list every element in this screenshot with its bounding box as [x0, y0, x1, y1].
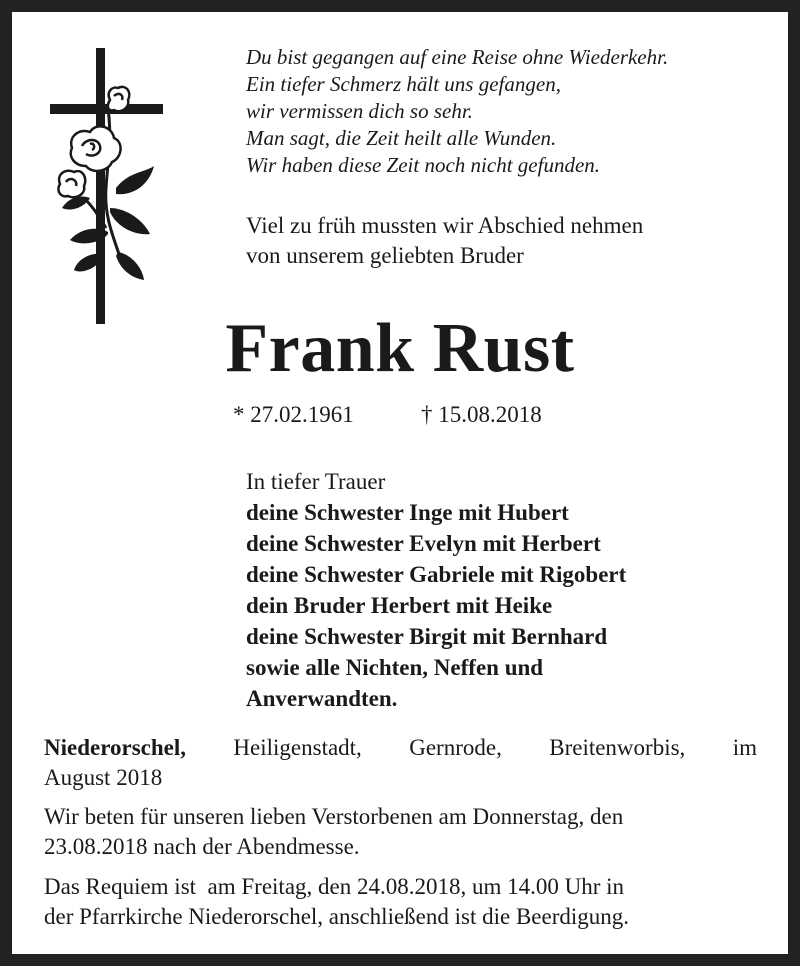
place-word: Gernrode,: [409, 735, 502, 760]
mourner-line: Anverwandten.: [246, 686, 398, 711]
birth-date: * 27.02.1961: [233, 402, 354, 427]
mourner-line: dein Bruder Herbert mit Heike: [246, 593, 553, 618]
service-line: Wir beten für unseren lieben Verstorbenen am Donnerstag, den: [44, 804, 624, 829]
poem-line: wir vermissen dich so sehr.: [246, 99, 473, 123]
poem: [246, 44, 668, 179]
mourner-line: deine Schwester Evelyn mit Herbert: [246, 531, 601, 556]
mourner-line: deine Schwester Inge mit Hubert: [246, 500, 569, 525]
requiem-paragraph: [44, 872, 757, 932]
service-line: 23.08.2018 nach der Abendmesse.: [44, 834, 360, 859]
place-word: Heiligenstadt,: [233, 735, 362, 760]
poem-line: Du bist gegangen auf eine Reise ohne Wiederkehr.: [246, 45, 669, 69]
intro-text: [246, 211, 643, 271]
requiem-line: der Pfarrkirche Niederorschel, anschließend ist die Beerdigung.: [44, 904, 630, 929]
mourning-lead: In tiefer Trauer: [246, 469, 386, 494]
poem-line: Ein tiefer Schmerz hält uns gefangen,: [246, 72, 561, 96]
service-paragraph: [44, 802, 757, 862]
poem-line: Man sagt, die Zeit heilt alle Wunden.: [246, 126, 557, 150]
place-word: im: [732, 735, 757, 760]
place-date-paragraph: [44, 733, 757, 793]
mourner-line: sowie alle Nichten, Neffen und: [246, 655, 544, 680]
requiem-line: Das Requiem ist am Freitag, den 24.08.2018, um 14.00 Uhr in: [44, 874, 625, 899]
intro-line: Viel zu früh mussten wir Abschied nehmen: [246, 213, 644, 238]
cross-with-roses-icon: [50, 48, 165, 328]
life-dates: [233, 400, 542, 430]
mourner-line: deine Schwester Gabriele mit Rigobert: [246, 562, 627, 587]
death-date: † 15.08.2018: [421, 402, 542, 427]
place-date-second-line: August 2018: [44, 765, 163, 790]
mourner-line: deine Schwester Birgit mit Bernhard: [246, 624, 608, 649]
poem-line: Wir haben diese Zeit noch nicht gefunden.: [246, 153, 601, 177]
deceased-name: Frank Rust: [225, 310, 575, 387]
place-town: Niederorschel,: [44, 735, 187, 760]
intro-line: von unserem geliebten Bruder: [246, 243, 524, 268]
place-word: Breitenworbis,: [549, 735, 686, 760]
mourners-block: [246, 466, 626, 714]
